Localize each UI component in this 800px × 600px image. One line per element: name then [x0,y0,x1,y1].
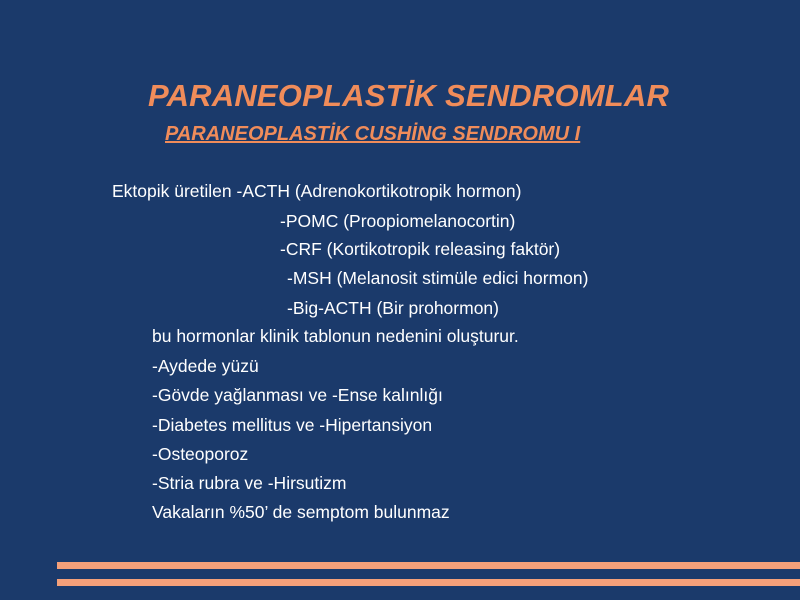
bullet-line: -MSH (Melanosit stimüle edici hormon) [287,268,589,288]
bullet-line: -Diabetes mellitus ve -Hipertansiyon [152,415,433,435]
decorative-rule-top [57,562,800,569]
bullet-line: -Aydede yüzü [152,356,259,376]
bullet-line: -Gövde yağlanması ve -Ense kalınlığı [152,385,443,405]
bullet-line: -Osteoporoz [152,444,249,464]
slide-subtitle: PARANEOPLASTİK CUSHİNG SENDROMU I [165,123,581,145]
bullet-line: Ektopik üretilen -ACTH (Adrenokortikotropik hormon) [112,181,522,201]
bullet-line: Vakaların %50’ de semptom bulunmaz [152,502,450,522]
bullet-line: -POMC (Proopiomelanocortin) [280,211,516,231]
bullet-line: bu hormonlar klinik tablonun nedenini oluşturur. [152,326,519,346]
bullet-line: -CRF (Kortikotropik releasing faktör) [280,239,561,259]
decorative-rule-bottom [57,579,800,586]
slide-title: PARANEOPLASTİK SENDROMLAR [148,78,670,113]
bullet-line: -Stria rubra ve -Hirsutizm [152,473,347,493]
bullet-line: -Big-ACTH (Bir prohormon) [287,298,499,318]
